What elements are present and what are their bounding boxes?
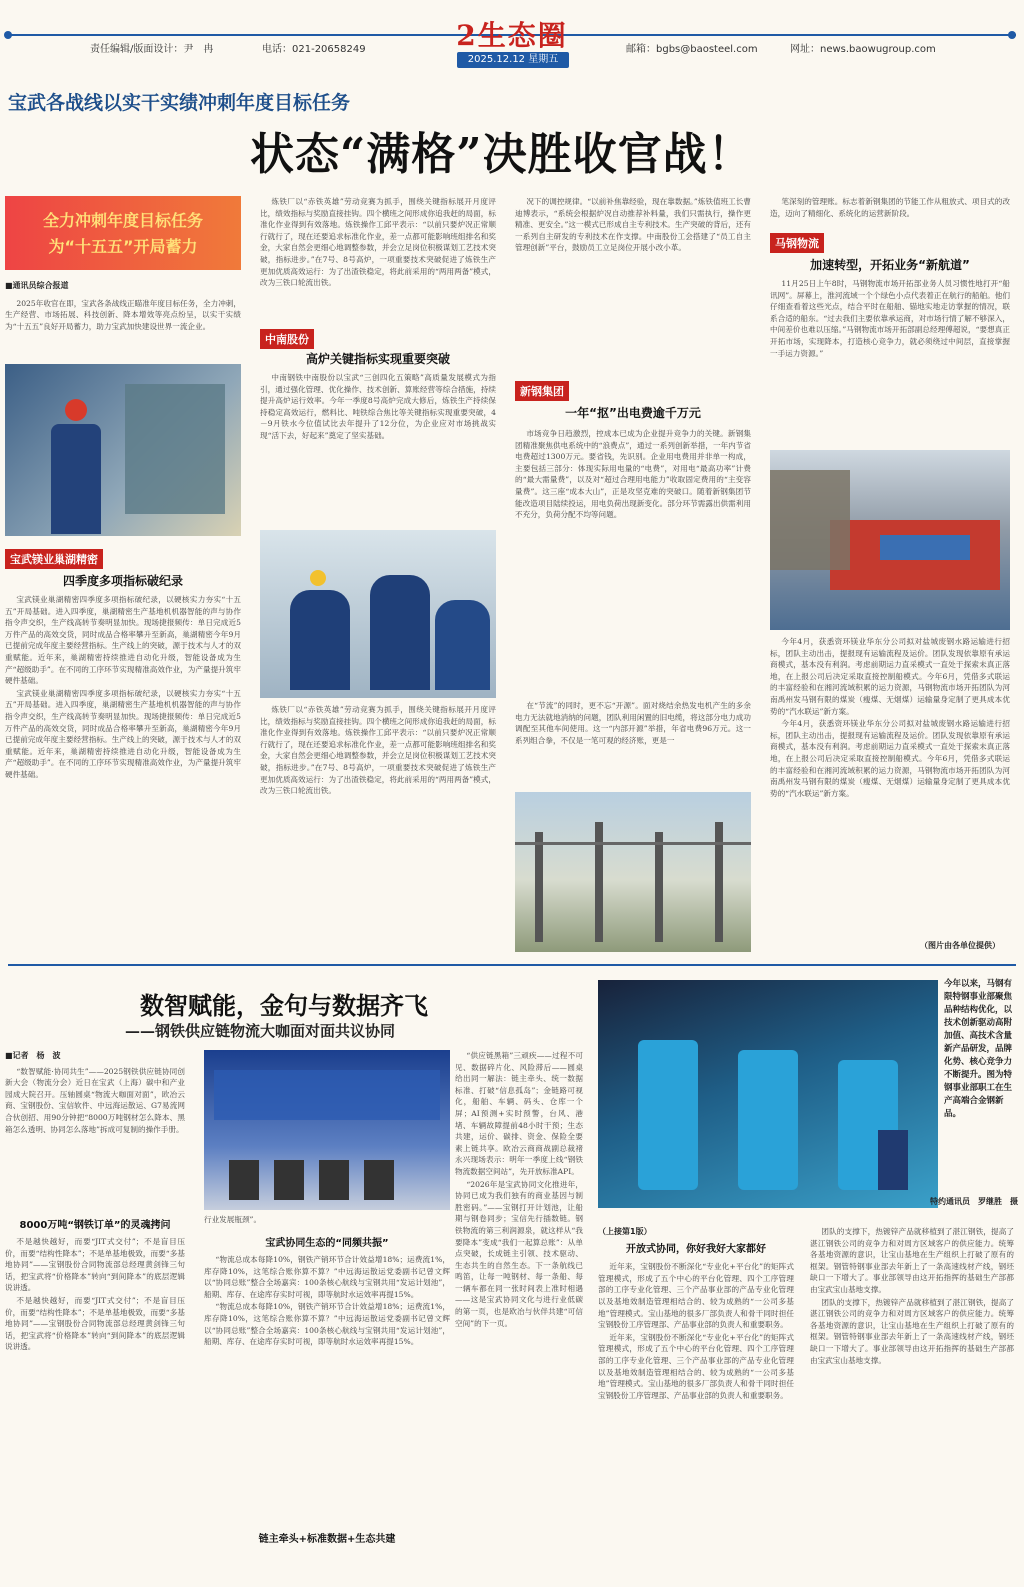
bottom-subtitle-3: 链主牵头+标准数据+生态共建 <box>258 1534 396 1545</box>
column2-top: 炼铁厂以“赤铁英雄”劳动竞赛为抓手，围绕关键指标展开月度评比，绩效指标与奖励直接挂钩。四个横班之间形成你追我赶的局面，标准化作业得到有效落地。炼铁操作工邱平表示：“以前只要炉况正常顺行就行了，现在还要追求标准化作业，差一点都可能影响班组排名和奖金，大家自然会更细心地调整参数，并会立足岗位积极谋划工艺技术突破，指标进步。”在7号、8号高炉，一项重要技术突破促进了炼铁生产更加优质高效运行：为了出渣铁稳定，将此前采用的“两用两备”模式，改为三铁口轮流出铁。 <box>260 197 496 288</box>
lead-kicker: 宝武各战线以实干实绩冲刺年度目标任务 <box>8 92 351 114</box>
bottom-subtitle: ——钢铁供应链物流大咖面对面共议协同 <box>125 1022 396 1040</box>
bottom-col2-body: “物流总成本每降10%，钢铁产销环节合计效益增18%；运费流1%，库存降10%，这笔综合账你算不算？”中远海运散运党委副书记曾文辉以“协同总账”整合全场嘉宾：100条核心航线与宝钢共用“发运计划池”，船期、库存、在途库存实时可视，即等航时水运效率再提15%。 “物流总成本每降10%，钢铁产销环节合计效益增18%；运费流1%，库存降10%，这笔综合账你算不算？”中远海运散运党委副书记曾文辉以“协同总账”整合全场嘉宾：100条核心航线与宝钢共用“发运计划池”，船期、库存、在途库存实时可视，即等航时水运效率再提15%。 <box>204 1255 450 1347</box>
section1-label: 宝武镁业巢湖精密 <box>5 548 103 569</box>
photo-control-room <box>260 530 496 698</box>
right-photo-caption: 今年以来，马钢有限特钢事业部聚焦品种结构优化，以技术创新驱动高附加值、高技术含量新产品研发，品牌化势、核心竞争力不断提升。图为特钢事业部职工在生产高端合金钢新品。 <box>944 979 1013 1119</box>
section4-label: 马钢物流 <box>770 232 824 253</box>
web-info[interactable]: 网址：news.baowugroup.com <box>790 44 936 55</box>
bottom-col1-body: 不是越快越好，而要“JIT式交付”；不是盲目压价，而要“结构性降本”；不是单基地极致，而要“多基地协同”——宝钢股份合同物流部总经理黄剑锋三句话，把宝武将“价格降本”转向“到间降本”的底层逻辑说讲透。 不是越快越好，而要“JIT式交付”；不是盲目压价，而要“结构性降本”；不是单基地极致，而要“多基地协同”——宝钢股份合同物流部总经理黄剑锋三句话，把宝武将“价格降本”转向“到间降本”的底层逻辑说讲透。 <box>5 1237 185 1352</box>
section4-body-2: 今年4月，获悉资环镁业华东分公司拟对盐城废钢水路运输进行招标，团队主动出击，提报现有运输流程及运价。团队发现依靠原有承运商模式，基本没有利润。考虑前期运力直采模式一直处于探索未真正落地，在上报公司后决定采取直接控制船模式。今年6月，凭借多式联运的丰富经验和在湘河流域积累的运力资源，马钢物流市场开拓团队为河南禹州发马钢有限的煤炭（瘦煤、无烟煤）运输量身定制了更具成本优势的“汽水联运”新方案。 今年4月，获悉资环镁业华东分公司拟对盐城废钢水路运输进行招标，团队主动出击，提报现有运输流程及运价。团队发现依靠原有承运商模式，基本没有利润。考虑前期运力直采模式一直处于探索未真正落地，在上报公司后决定采取直接控制船模式。今年6月，凭借多式联运的丰富经验和在湘河流域积累的运力资源，马钢物流市场开拓团队为河南禹州发马钢有限的煤炭（瘦煤、无烟煤）运输量身定制了更具成本优势的“汽水联运”新方案。 <box>770 637 1010 798</box>
section2-label: 中南股份 <box>260 328 314 349</box>
section2-title: 高炉关键指标实现重要突破 <box>305 352 450 366</box>
section2-body: 中南钢铁中南股份以宝武“三创四化五策略”高质量发展模式为指引，通过强化管理、优化操作、技术创新、算账经营等综合措施，持续提升高炉运行效率。今年一季度8号高炉完成大修后，炼铁生产持续保持稳定高效运行，燃料比、吨铁综合焦比等关键指标实现重要突破，4－9月铁水今位值试比去年提升了12分位，为企业应对市场挑战实现“活下去，好起来”奠定了坚实基础。 <box>260 373 496 440</box>
section4-body: 11月25日上午8时，马钢物流市场开拓部业务人员习惯性地打开“船讯网”。屏幕上，淮河流域一个个绿色小点代表着正在航行的船舶。他们仔细查看着这些光点，结合平时在船舶、锚地实地走访掌握的情况，联系合适的船东。“过去我们主要依靠承运商，对市场行情了解不够深入，中间差价也难以压缩。”马钢物流市场开拓部副总经理傅超说，“要想真正开拓市场，实现降本，打造核心竞争力，就必须绕过中间层，直接掌握一手运力资源。” <box>770 279 1010 358</box>
lead-byline: ■通讯员综合报道 <box>5 281 69 290</box>
bottom-subtitle-4: 开放式协同，你好我好大家都好 <box>626 1243 766 1255</box>
bottom-col4: （上接第1版） 开放式协同，你好我好大家都好 近年来，宝钢股份不断深化“专业化+平台化”的矩阵式管理模式，形成了五个中心的平台化管理、四个工序管理部的工序专业化管理、三个产品事业部的产品专业化管理以及基地效制造管理相结合的、较为成熟的“一公司多基地”管理模式。宝山基地的很多厂部负责人和骨干同时担任宝钢股份工序管理部、产品事业部的负责人和重要职务。 近年来，宝钢股份不断深化“专业化+平台化”的矩阵式管理模式，形成了五个中心的平台化管理、四个工序管理部的工序专业化管理、三个产品事业部的产品专业化管理以及基地效制造管理相结合的、较为成熟的“一公司多基地”管理模式。宝山基地的很多厂部负责人和骨干同时担任宝钢股份工序管理部、产品事业部的负责人和重要职务。 <box>598 1227 794 1400</box>
right-photo-credit: 特约通讯员 罗继胜 摄 <box>930 1197 1018 1206</box>
bottom-subtitle-1: 8000万吨“钢铁订单”的灵魂拷问 <box>19 1220 171 1231</box>
column4-top: 笔深刻的管理账。标志着新钢集团的节能工作从粗放式、项目式的改造，迈向了精细化、系统化的运营新阶段。 <box>770 197 1010 218</box>
header-dot-right <box>1008 31 1016 39</box>
lead-headline: 状态“满格”决胜收官战！ <box>250 129 753 180</box>
column3-top: 况下的调控规律。“以前补焦靠经验，现在靠数据。”炼铁值班工长曹迪博表示，“系统会根据炉况自动推荐补料量，我们只需执行，操作更精准、更安全。”这一模式已形成自主专利技术。生产突破的背后，还有一系列自主研发的专利技术在作支撑。中南股份工会搭建了“员工自主管理创新”平台，鼓励员工立足岗位开展小改小革。 <box>515 197 751 253</box>
section3-body-2: 在“节流”的同时，更不忘“开源”。面对烧结余热发电机产生的多余电力无法就地消纳的问题，团队利用闲置的旧电缆，将这部分电力成功调配至其他车间使用。这一“内部开源”举措，年省电费96万元。这一系列组合拳，不仅是一笔可观的经济账，更是一 <box>515 701 751 745</box>
phone-info: 电话：021-20658249 <box>262 44 366 55</box>
bottom-title: 数智赋能，金句与数据齐飞 <box>140 991 428 1020</box>
forum-caption: 行业发展瓶颈”。 <box>204 1215 262 1224</box>
banner-line2: 为“十五五”开局蓄力 <box>48 237 198 256</box>
issue-date: 2025.12.12 星期五 <box>457 52 569 68</box>
banner <box>5 196 241 270</box>
section3-body: 市场竞争日趋激烈，控成本已成为企业提升竞争力的关键。新钢集团精准聚焦供电系统中的“浪费点”，通过一系列创新举措，一年内节省电费超过1300万元。要省钱，先识别。企业用电费用并非单一构成，主要包括三部分：体现实际用电量的“电费”，对用电“最高功率”计费的“最大需量费”，以及对“超过合理用电能力”收取固定费用的“主变容量费”。这三座“成本大山”，正是攻坚克难的突破口。随着新钢集团节能改造项目陆续投运，用电负荷出现新变化。部分环节需露出供需利用不充分，负荷分配不均等问题。 <box>515 429 751 520</box>
section-divider <box>8 964 1016 966</box>
bottom-col5: 团队的支撑下，热镀锌产品就移植到了湛江钢铁，提高了湛江钢铁公司的竞争力和对周方区域客户的供应能力。统筹各基地资源的意识，让宝山基地在生产组织上打破了原有的框架。钢管特钢事业部去年新上了一条高速线材产线，钢坯缺口一下增大了。事业部领导由这开拓指挥的基础生产部都由宝武宝山基地支撑。 团队的支撑下，热镀锌产品就移植到了湛江钢铁，提高了湛江钢铁公司的竞争力和对周方区域客户的供应能力。统筹各基地资源的意识，让宝山基地在生产组织上打破了原有的框架。钢管特钢事业部去年新上了一条高速线材产线，钢坯缺口一下增大了。事业部领导由这开拓指挥的基础生产部都由宝武宝山基地支撑。 <box>810 1227 1014 1365</box>
section1-title: 四季度多项指标破纪录 <box>62 574 183 588</box>
section1-body: 宝武镁业巢湖精密四季度多项指标破纪录，以硬核实力夯实“十五五”开局基础。进入四季度，巢湖精密生产基地机机器智能的声与协作指令声交织，生产线高转节奏明显加快。现场捷报频传：单日完成近5万件产品的高效交货，同时成品合格率攀升至新高，巢湖精密今年9月已提前完成年度主要经营指标。生产线上的突破，源于技术与人才的双重赋能。近年来，巢湖精密持续推进自动化升级，智能设备成为生产“超级助手”。在不同的工序环节实现精准高效作业，为产量提升筑牢硬件基础。 宝武镁业巢湖精密四季度多项指标破纪录，以硬核实力夯实“十五五”开局基础。进入四季度，巢湖精密生产基地机机器智能的声与协作指令声交织，生产线高转节奏明显加快。现场捷报频传：单日完成近5万件产品的高效交货，同时成品合格率攀升至新高，巢湖精密今年9月已提前完成年度主要经营指标。生产线上的突破，源于技术与人才的双重赋能。近年来，巢湖精密持续推进自动化升级，智能设备成为生产“超级助手”。在不同的工序环节实现精准高效作业，为产量提升筑牢硬件基础。 <box>5 595 241 779</box>
photo-forum <box>204 1050 450 1210</box>
section2-body-2: 炼铁厂以“赤铁英雄”劳动竞赛为抓手，围绕关键指标展开月度评比，绩效指标与奖励直接挂钩。四个横班之间形成你追我赶的局面，标准化作业得到有效落地。炼铁操作工邱平表示：“以前只要炉况正常顺行就行了，现在还要追求标准化作业，差一点都可能影响班组排名和奖金，大家自然会更细心地调整参数，并会立足岗位积极谋划工艺技术突破，指标进步。”在7号、8号高炉，一项重要技术突破促进了炼铁生产更加优质高效运行：为了出渣铁稳定，将此前采用的“两用两备”模式，改为三铁口轮流出铁。 <box>260 705 496 796</box>
bottom-col1-top: ■记者 杨 波 “数智赋能·协同共生”——2025钢铁供应链协同创新大会（物流分会）近日在宝武（上海）碳中和产业园成大院召开。压轴圆桌“物流大咖面对面”，欧冶云商、宝钢股份、宝信软件、中远海运散运、G7易流网合伙创招、用90分钟把“8000万吨钢材怎么降本、黑箱怎么透明、协同怎么落地”拆成可复制的操作手册。 <box>5 1051 185 1134</box>
banner-line1: 全力冲刺年度目标任务 <box>42 211 203 230</box>
photo-substation <box>515 792 751 952</box>
header-dot-left <box>4 31 12 39</box>
editor-info: 责任编辑/版面设计：尹 冉 <box>90 44 214 55</box>
section3-label: 新钢集团 <box>515 380 569 401</box>
email-info[interactable]: 邮箱：bgbs@baosteel.com <box>626 44 758 55</box>
photo-worker <box>5 364 241 536</box>
photo-ship-loading <box>770 450 1010 630</box>
bottom-subtitle-2: 宝武协同生态的“同频共振” <box>265 1238 389 1249</box>
page-title: 2生态圈 <box>456 19 568 52</box>
lead-intro-column <box>5 280 241 362</box>
bottom-col3: “供应链黑箱”三顽疾——过程不可见、数据碎片化、风险滞后——圆桌给出同一解法：链主牵头、统一数据标准、打破“信息孤岛”；金链路可视化，船舶、车辆、码头、仓库一个屏；AI预测+实时预警，台风、港堵、车辆故障提前48小时干预；生态共建，运价、碳排、资金、保险全要素上链共享。欧冶云商商战副总裁褚永兴现场表示：明年一季度上线“钢铁物流数据空间站”，先开放标准API。 “2026年是宝武协同文化推进年，协同已成为我们独有的商业基因与制胜密码。”——宝钢打开计划池，让船期与钢卷同步；宝信先行插数链。钢铁物流的第三利润源泉，就这样从“我要降本”变成“我们一起算总账”：从单点突破，长成链主引领、技术驱动、生态共生的自然生态。下一条航线已鸣笛，让每一吨钢材、每一条船、每一辆车都在同一张时间表上准时相遇——这是宝武协同文化与进行业低碳的第一页，也是欧冶与伙伴共建“可信空间”的下一页。 <box>455 1051 583 1328</box>
lead-intro: 2025年收官在即，宝武各条战线正瞄准年度目标任务，全力冲刺，生产经营、市场拓展、科技创新、降本增效等亮点纷呈，以实干实绩为“十五五”良好开局蓄力，助力宝武加快建设世界一流企业。 <box>5 298 241 331</box>
section3-title: 一年“抠”出电费逾千万元 <box>565 406 701 420</box>
photo-special-steel <box>598 980 938 1208</box>
photo-credit: （图片由各单位提供） <box>920 941 1000 950</box>
section4-title: 加速转型，开拓业务“新航道” <box>810 258 970 272</box>
